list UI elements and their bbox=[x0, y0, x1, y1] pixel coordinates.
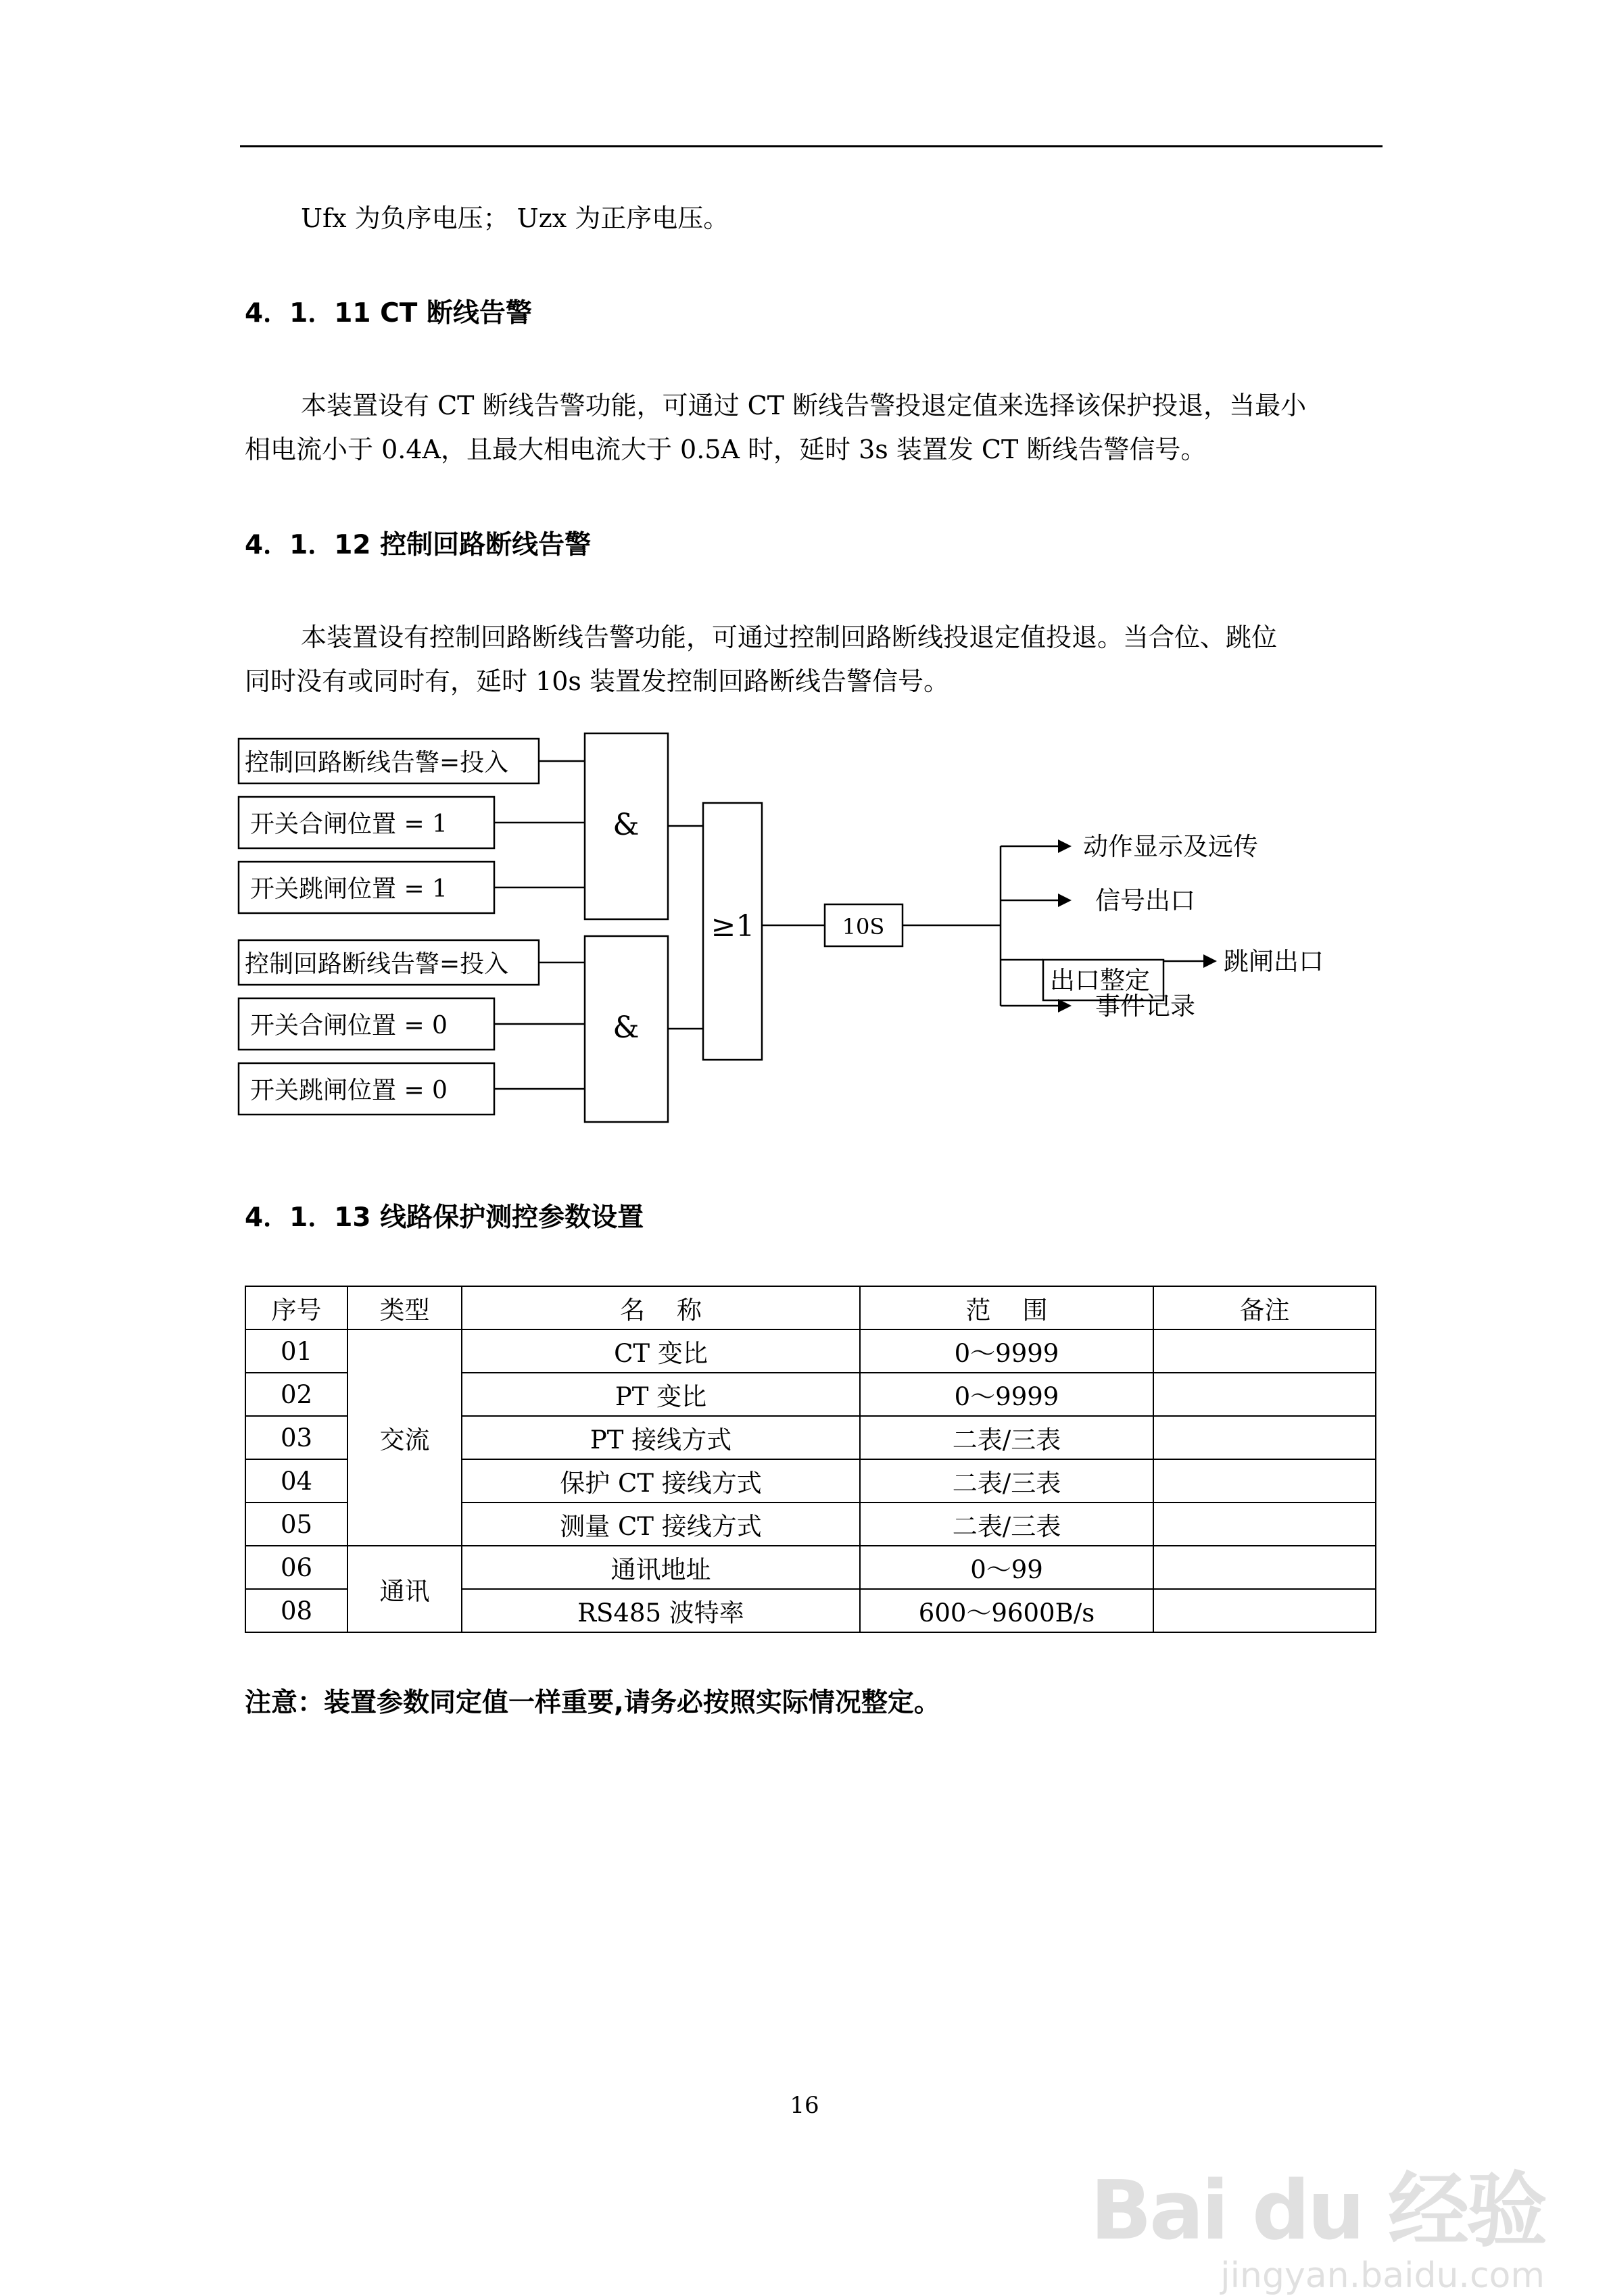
cell-range: 0～99 bbox=[860, 1546, 1153, 1589]
header-note: 备注 bbox=[1153, 1286, 1376, 1329]
output-event-record: 事件记录 bbox=[1095, 992, 1195, 1021]
cell-name: 测量 CT 接线方式 bbox=[462, 1503, 860, 1546]
g1-input-label-3: 开关跳闸位置 = 1 bbox=[250, 875, 448, 903]
g2-input-label-1: 控制回路断线告警=投入 bbox=[245, 950, 509, 978]
g1-input-label-2: 开关合闸位置 = 1 bbox=[250, 810, 448, 838]
output-action-display: 动作显示及远传 bbox=[1083, 832, 1258, 861]
para-4-1-12-line2: 同时没有或同时有，延时 10s 装置发控制回路断线告警信号。 bbox=[245, 666, 950, 696]
header-no: 序号 bbox=[245, 1286, 347, 1329]
intro-line: Ufx 为负序电压； Uzx 为正序电压。 bbox=[301, 203, 729, 233]
cell-range: 二表/三表 bbox=[860, 1416, 1153, 1459]
cell-note bbox=[1153, 1503, 1376, 1546]
para-4-1-11-line2: 相电流小于 0.4A，且最大相电流大于 0.5A 时，延时 3s 装置发 CT 断线告警信号。 bbox=[245, 435, 1207, 464]
watermark-url: jingyan.baidu.com bbox=[1220, 2255, 1545, 2296]
cell-no: 04 bbox=[245, 1459, 347, 1503]
and-gate-1-symbol: & bbox=[613, 808, 640, 842]
page-number: 16 bbox=[790, 2092, 819, 2119]
output-signal-exit: 信号出口 bbox=[1095, 886, 1195, 915]
delay-label: 10S bbox=[842, 914, 885, 939]
cell-note bbox=[1153, 1329, 1376, 1373]
table-row bbox=[245, 1329, 1376, 1373]
parameter-table bbox=[245, 1286, 1376, 1633]
cell-no: 01 bbox=[245, 1329, 347, 1373]
cell-name: 保护 CT 接线方式 bbox=[462, 1459, 860, 1503]
para-4-1-12-line1: 本装置设有控制回路断线告警功能，可通过控制回路断线投退定值投退。当合位、跳位 bbox=[301, 622, 1278, 652]
or-gate-symbol: ≥1 bbox=[711, 909, 755, 944]
table-header-row bbox=[245, 1286, 1376, 1329]
baidu-jingyan-watermark bbox=[1090, 2146, 1545, 2296]
cell-name: PT 接线方式 bbox=[462, 1416, 860, 1459]
cell-range: 0～9999 bbox=[860, 1329, 1153, 1373]
cell-note bbox=[1153, 1416, 1376, 1459]
g1-input-label-1: 控制回路断线告警=投入 bbox=[245, 749, 509, 777]
header-range: 范 围 bbox=[860, 1286, 1153, 1329]
header-rule bbox=[240, 145, 1383, 147]
cell-name: 通讯地址 bbox=[462, 1546, 860, 1589]
cell-no: 03 bbox=[245, 1416, 347, 1459]
cell-no: 06 bbox=[245, 1546, 347, 1589]
header-type: 类型 bbox=[347, 1286, 462, 1329]
logic-diagram bbox=[230, 716, 1379, 1135]
cell-range: 二表/三表 bbox=[860, 1459, 1153, 1503]
g2-input-label-3: 开关跳闸位置 = 0 bbox=[250, 1077, 448, 1104]
cell-type-comm: 通讯 bbox=[347, 1546, 462, 1632]
cell-note bbox=[1153, 1459, 1376, 1503]
cell-name: CT 变比 bbox=[462, 1329, 860, 1373]
cell-type-ac: 交流 bbox=[347, 1329, 462, 1546]
output-setting-label: 出口整定 bbox=[1050, 966, 1150, 995]
watermark-logo: Bai du 经验 bbox=[1090, 2164, 1545, 2258]
important-note: 注意：装置参数同定值一样重要,请务必按照实际情况整定。 bbox=[245, 1688, 940, 1718]
heading-4-1-11: 4．1．11 CT 断线告警 bbox=[245, 298, 532, 328]
para-4-1-11-line1: 本装置设有 CT 断线告警功能，可通过 CT 断线告警投退定值来选择该保护投退，当最小 bbox=[301, 391, 1307, 420]
cell-range: 0～9999 bbox=[860, 1373, 1153, 1416]
cell-name: RS485 波特率 bbox=[462, 1589, 860, 1632]
output-trip-exit: 跳闸出口 bbox=[1224, 947, 1324, 976]
header-name: 名 称 bbox=[462, 1286, 860, 1329]
cell-no: 02 bbox=[245, 1373, 347, 1416]
cell-note bbox=[1153, 1373, 1376, 1416]
cell-note bbox=[1153, 1589, 1376, 1632]
cell-range: 600～9600B/s bbox=[860, 1589, 1153, 1632]
g2-input-label-2: 开关合闸位置 = 0 bbox=[250, 1012, 448, 1040]
and-gate-2-symbol: & bbox=[613, 1010, 640, 1045]
cell-no: 08 bbox=[245, 1589, 347, 1632]
cell-note bbox=[1153, 1546, 1376, 1589]
cell-no: 05 bbox=[245, 1503, 347, 1546]
heading-4-1-12: 4．1．12 控制回路断线告警 bbox=[245, 530, 592, 560]
cell-name: PT 变比 bbox=[462, 1373, 860, 1416]
cell-range: 二表/三表 bbox=[860, 1503, 1153, 1546]
heading-4-1-13: 4．1．13 线路保护测控参数设置 bbox=[245, 1202, 644, 1233]
table-row bbox=[245, 1546, 1376, 1589]
